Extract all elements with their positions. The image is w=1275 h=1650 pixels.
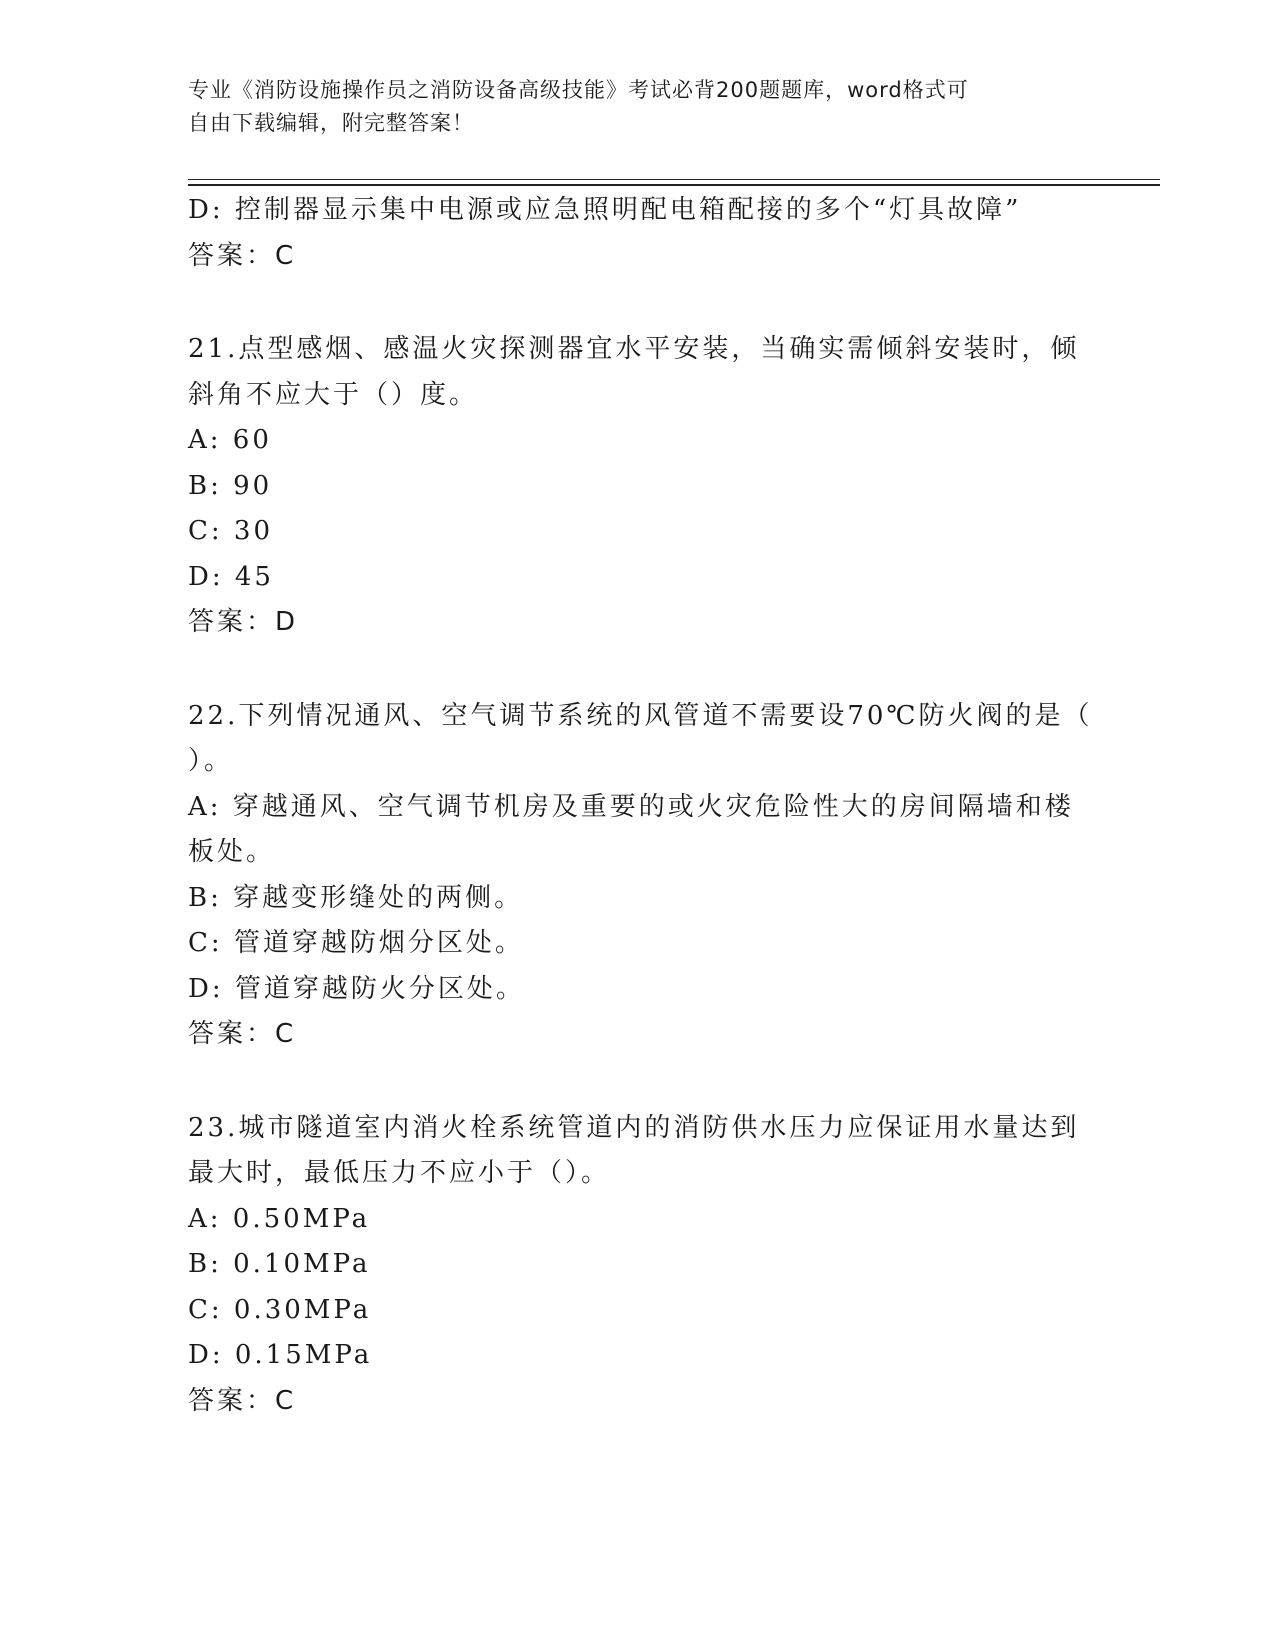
question-text: 斜角不应大于（）度。 (188, 379, 479, 410)
option-b: B: 0.10MPa (188, 1249, 371, 1279)
question-text: 23.城市隧道室内消火栓系统管道内的消防供水压力应保证用水量达到 (188, 1112, 1080, 1143)
header-line-1: 专业《消防设施操作员之消防设备高级技能》考试必背200题题库，word格式可 (188, 78, 969, 102)
option-a: A: 0.50MPa (188, 1203, 371, 1234)
option-a: A: 60 (188, 425, 272, 455)
option-d: D: 0.15MPa (188, 1340, 373, 1370)
question-text: 最大时，最低压力不应小于（）。 (188, 1158, 611, 1188)
document-header (188, 74, 1088, 140)
prev-option-d: D: 控制器显示集中电源或应急照明配电箱配接的多个“灯具故障” (188, 195, 1022, 225)
question-text: 21.点型感烟、感温火灾探测器宜水平安装，当确实需倾斜安装时，倾 (188, 334, 1080, 364)
header-divider-thick (188, 184, 1160, 186)
option-c: C: 管道穿越防烟分区处。 (188, 928, 524, 958)
answer: 答案：C (188, 1385, 297, 1416)
option-c: C: 30 (188, 516, 274, 546)
prev-answer: 答案：C (188, 240, 297, 271)
option-b: B: 穿越变形缝处的两侧。 (188, 882, 524, 913)
answer: 答案：C (188, 1019, 297, 1049)
option-a: A: 穿越通风、空气调节机房及重要的或火灾危险性大的房间隔墙和楼 (188, 791, 1074, 822)
question-23 (188, 1106, 1088, 1425)
question-text: 22.下列情况通风、空气调节系统的风管道不需要设70℃防火阀的是（ (188, 700, 1093, 731)
option-d: D: 45 (188, 561, 274, 592)
answer: 答案：D (188, 607, 299, 637)
option-a-continued: 板处。 (188, 837, 276, 867)
header-line-2: 自由下载编辑，附完整答案！ (188, 111, 474, 135)
question-text: ）。 (188, 746, 234, 776)
option-b: B: 90 (188, 470, 273, 501)
option-c: C: 0.30MPa (188, 1294, 372, 1325)
question-list (188, 188, 1093, 1424)
question-21 (188, 327, 1088, 646)
header-divider-thin (188, 179, 1160, 180)
option-d: D: 管道穿越防火分区处。 (188, 973, 525, 1004)
question-22 (188, 694, 1093, 1058)
